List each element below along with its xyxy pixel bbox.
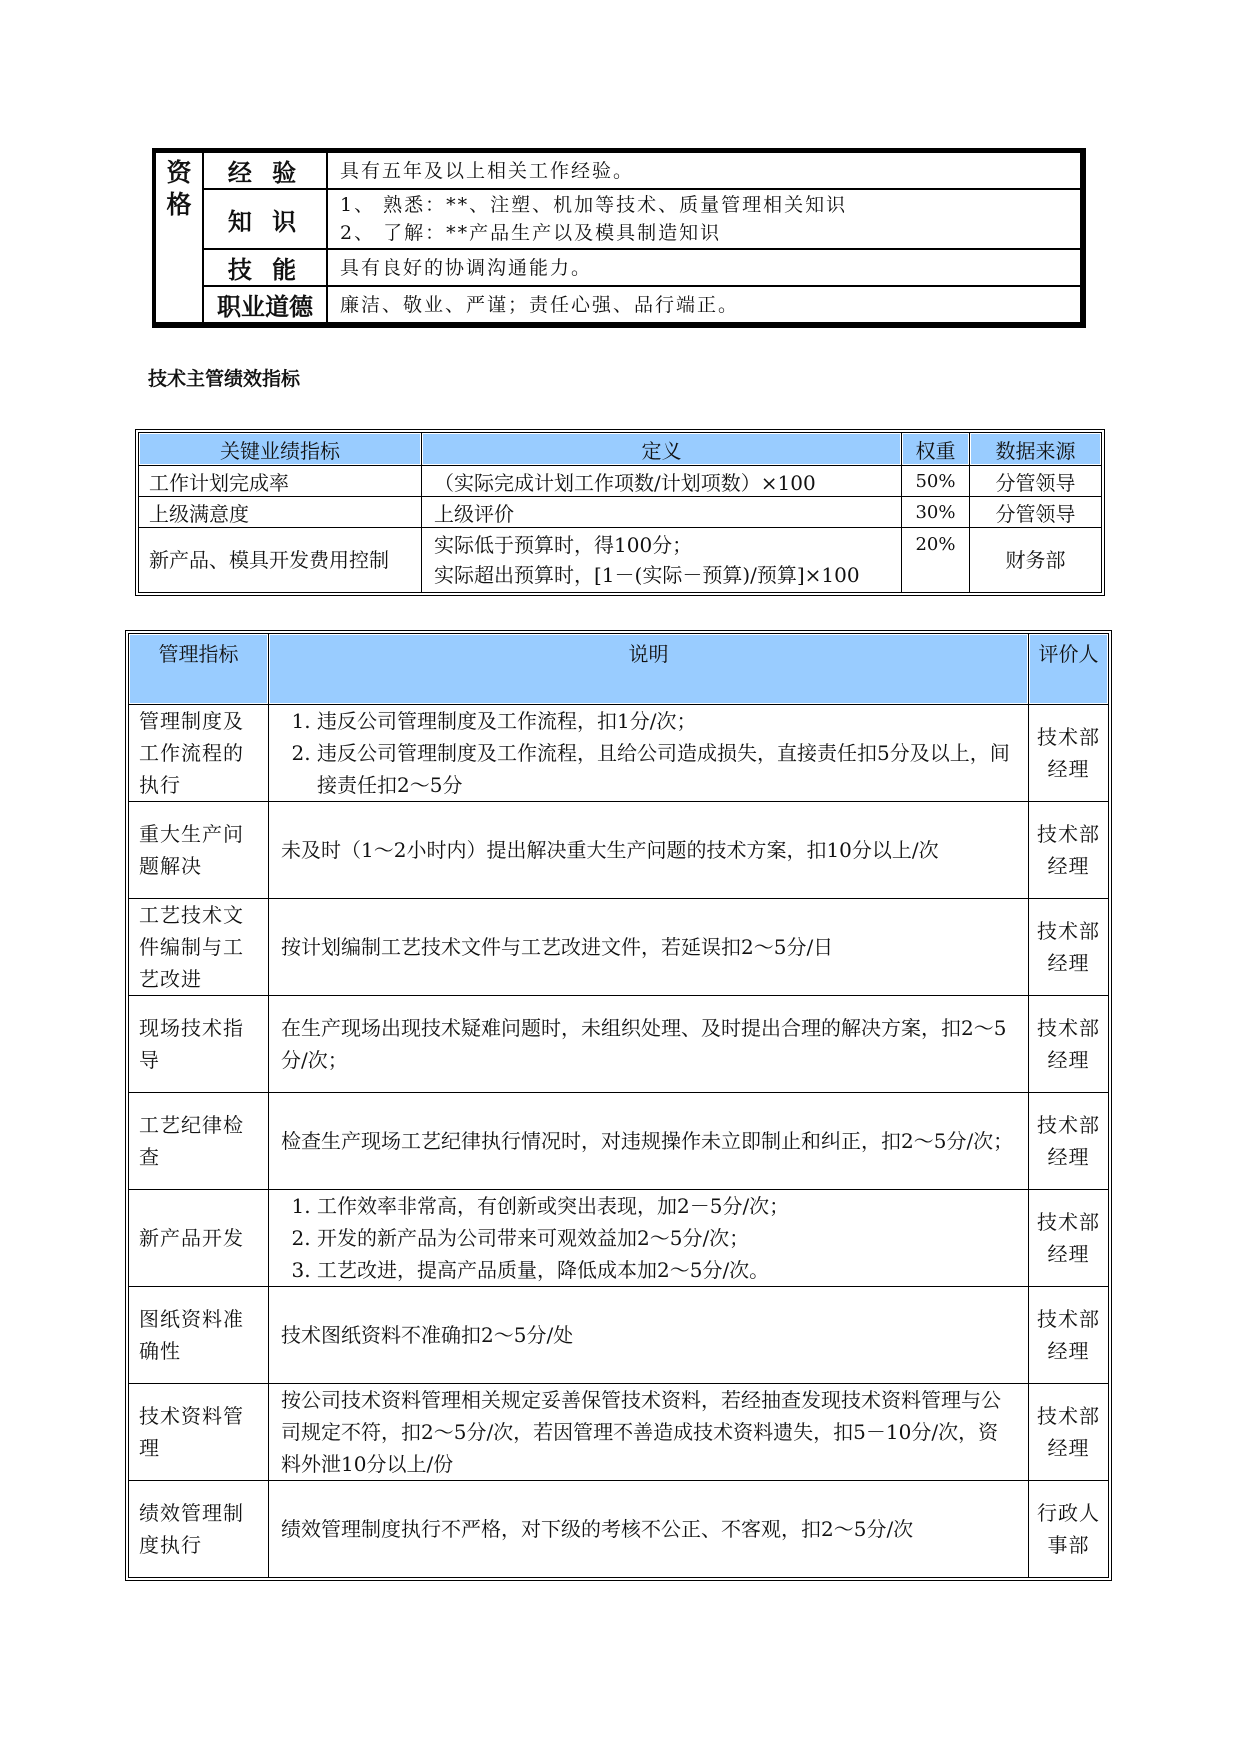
kpi-definition: （实际完成计划工作项数/计划项数）×100 <box>422 466 902 497</box>
column-header: 关键业绩指标 <box>139 433 422 466</box>
management-description: 技术图纸资料不准确扣2～5分/处 <box>269 1287 1029 1384</box>
column-header: 说明 <box>269 634 1029 705</box>
management-indicator: 现场技术指导 <box>129 996 269 1093</box>
management-description: 绩效管理制度执行不严格，对下级的考核不公正、不客观，扣2～5分/次 <box>269 1481 1029 1578</box>
management-evaluator: 技术部经理 <box>1029 1190 1109 1287</box>
management-evaluator: 技术部经理 <box>1029 705 1109 802</box>
table-row <box>129 802 1109 899</box>
table-row <box>129 996 1109 1093</box>
kpi-indicator: 工作计划完成率 <box>139 466 422 497</box>
list-item: 2. 开发的新产品为公司带来可观效益加2～5分/次； <box>317 1222 1016 1254</box>
table-row <box>129 1384 1109 1481</box>
qualification-label: 知 识 <box>203 189 327 249</box>
list-item: 3. 工艺改进，提高产品质量，降低成本加2～5分/次。 <box>317 1254 1016 1286</box>
kpi-weight: 30% <box>902 497 970 528</box>
kpi-source: 财务部 <box>970 528 1102 593</box>
management-indicator: 技术资料管理 <box>129 1384 269 1481</box>
management-indicator: 新产品开发 <box>129 1190 269 1287</box>
management-indicator: 图纸资料准确性 <box>129 1287 269 1384</box>
management-description: 未及时（1～2小时内）提出解决重大生产问题的技术方案，扣10分以上/次 <box>269 802 1029 899</box>
management-evaluator: 技术部经理 <box>1029 996 1109 1093</box>
table-header-row <box>129 634 1109 705</box>
table-row <box>139 466 1102 497</box>
management-indicator: 工艺技术文件编制与工艺改进 <box>129 899 269 996</box>
management-description: 检查生产现场工艺纪律执行情况时，对违规操作未立即制止和纠正，扣2～5分/次； <box>269 1093 1029 1190</box>
qualification-value: 廉洁、敬业、严谨；责任心强、品行端正。 <box>327 286 1081 323</box>
qualification-label: 经 验 <box>203 152 327 189</box>
column-header: 权重 <box>902 433 970 466</box>
qualification-value: 1、 熟悉：**、注塑、机加等技术、质量管理相关知识 2、 了解：**产品生产以及模具制造知识 <box>327 189 1081 249</box>
qualification-label: 职业道德 <box>203 286 327 323</box>
management-evaluator: 技术部经理 <box>1029 1093 1109 1190</box>
column-header: 定义 <box>422 433 902 466</box>
management-description: 在生产现场出现技术疑难问题时，未组织处理、及时提出合理的解决方案，扣2～5分/次； <box>269 996 1029 1093</box>
management-evaluator: 行政人事部 <box>1029 1481 1109 1578</box>
kpi-weight: 20% <box>902 528 970 593</box>
qualification-value: 具有良好的协调沟通能力。 <box>327 249 1081 286</box>
kpi-definition: 实际低于预算时，得100分； 实际超出预算时，[1－(实际－预算)/预算]×100 <box>422 528 902 593</box>
table-row <box>129 1093 1109 1190</box>
list-item: 2. 违反公司管理制度及工作流程，且给公司造成损失，直接责任扣5分及以上，间接责任扣2～5分 <box>317 737 1016 801</box>
table-row <box>156 286 1081 323</box>
kpi-weight: 50% <box>902 466 970 497</box>
management-indicator: 重大生产问题解决 <box>129 802 269 899</box>
qualification-label: 技 能 <box>203 249 327 286</box>
kpi-source: 分管领导 <box>970 497 1102 528</box>
management-description: 按计划编制工艺技术文件与工艺改进文件，若延误扣2～5分/日 <box>269 899 1029 996</box>
table-row <box>139 497 1102 528</box>
section-title: 技术主管绩效指标 <box>148 368 301 390</box>
management-table <box>128 633 1109 1578</box>
kpi-indicator: 新产品、模具开发费用控制 <box>139 528 422 593</box>
table-row <box>156 249 1081 286</box>
table-header-row <box>139 433 1102 466</box>
management-description: 按公司技术资料管理相关规定妥善保管技术资料，若经抽查发现技术资料管理与公司规定不符，扣2～5分/次，若因管理不善造成技术资料遗失，扣5－10分/次，资料外泄10分以上/份 <box>269 1384 1029 1481</box>
kpi-definition: 上级评价 <box>422 497 902 528</box>
management-indicator: 管理制度及工作流程的执行 <box>129 705 269 802</box>
management-evaluator: 技术部经理 <box>1029 1384 1109 1481</box>
qualification-value: 具有五年及以上相关工作经验。 <box>327 152 1081 189</box>
table-row <box>129 1481 1109 1578</box>
kpi-table <box>138 432 1102 593</box>
management-evaluator: 技术部经理 <box>1029 899 1109 996</box>
table-row <box>139 528 1102 593</box>
management-description <box>269 1190 1029 1287</box>
table-row <box>129 705 1109 802</box>
kpi-source: 分管领导 <box>970 466 1102 497</box>
management-evaluator: 技术部经理 <box>1029 802 1109 899</box>
qualification-table <box>152 148 1086 328</box>
column-header: 数据来源 <box>970 433 1102 466</box>
table-row <box>129 899 1109 996</box>
management-indicator: 绩效管理制度执行 <box>129 1481 269 1578</box>
table-row <box>156 189 1081 249</box>
table-row <box>156 152 1081 189</box>
table-row <box>129 1287 1109 1384</box>
management-indicator: 工艺纪律检查 <box>129 1093 269 1190</box>
management-description <box>269 705 1029 802</box>
table-row <box>129 1190 1109 1287</box>
qualification-category: 资格 <box>156 152 203 323</box>
list-item: 1. 工作效率非常高，有创新或突出表现，加2－5分/次； <box>317 1190 1016 1222</box>
column-header: 评价人 <box>1029 634 1109 705</box>
management-evaluator: 技术部经理 <box>1029 1287 1109 1384</box>
list-item: 1. 违反公司管理制度及工作流程，扣1分/次； <box>317 705 1016 737</box>
kpi-indicator: 上级满意度 <box>139 497 422 528</box>
column-header: 管理指标 <box>129 634 269 705</box>
